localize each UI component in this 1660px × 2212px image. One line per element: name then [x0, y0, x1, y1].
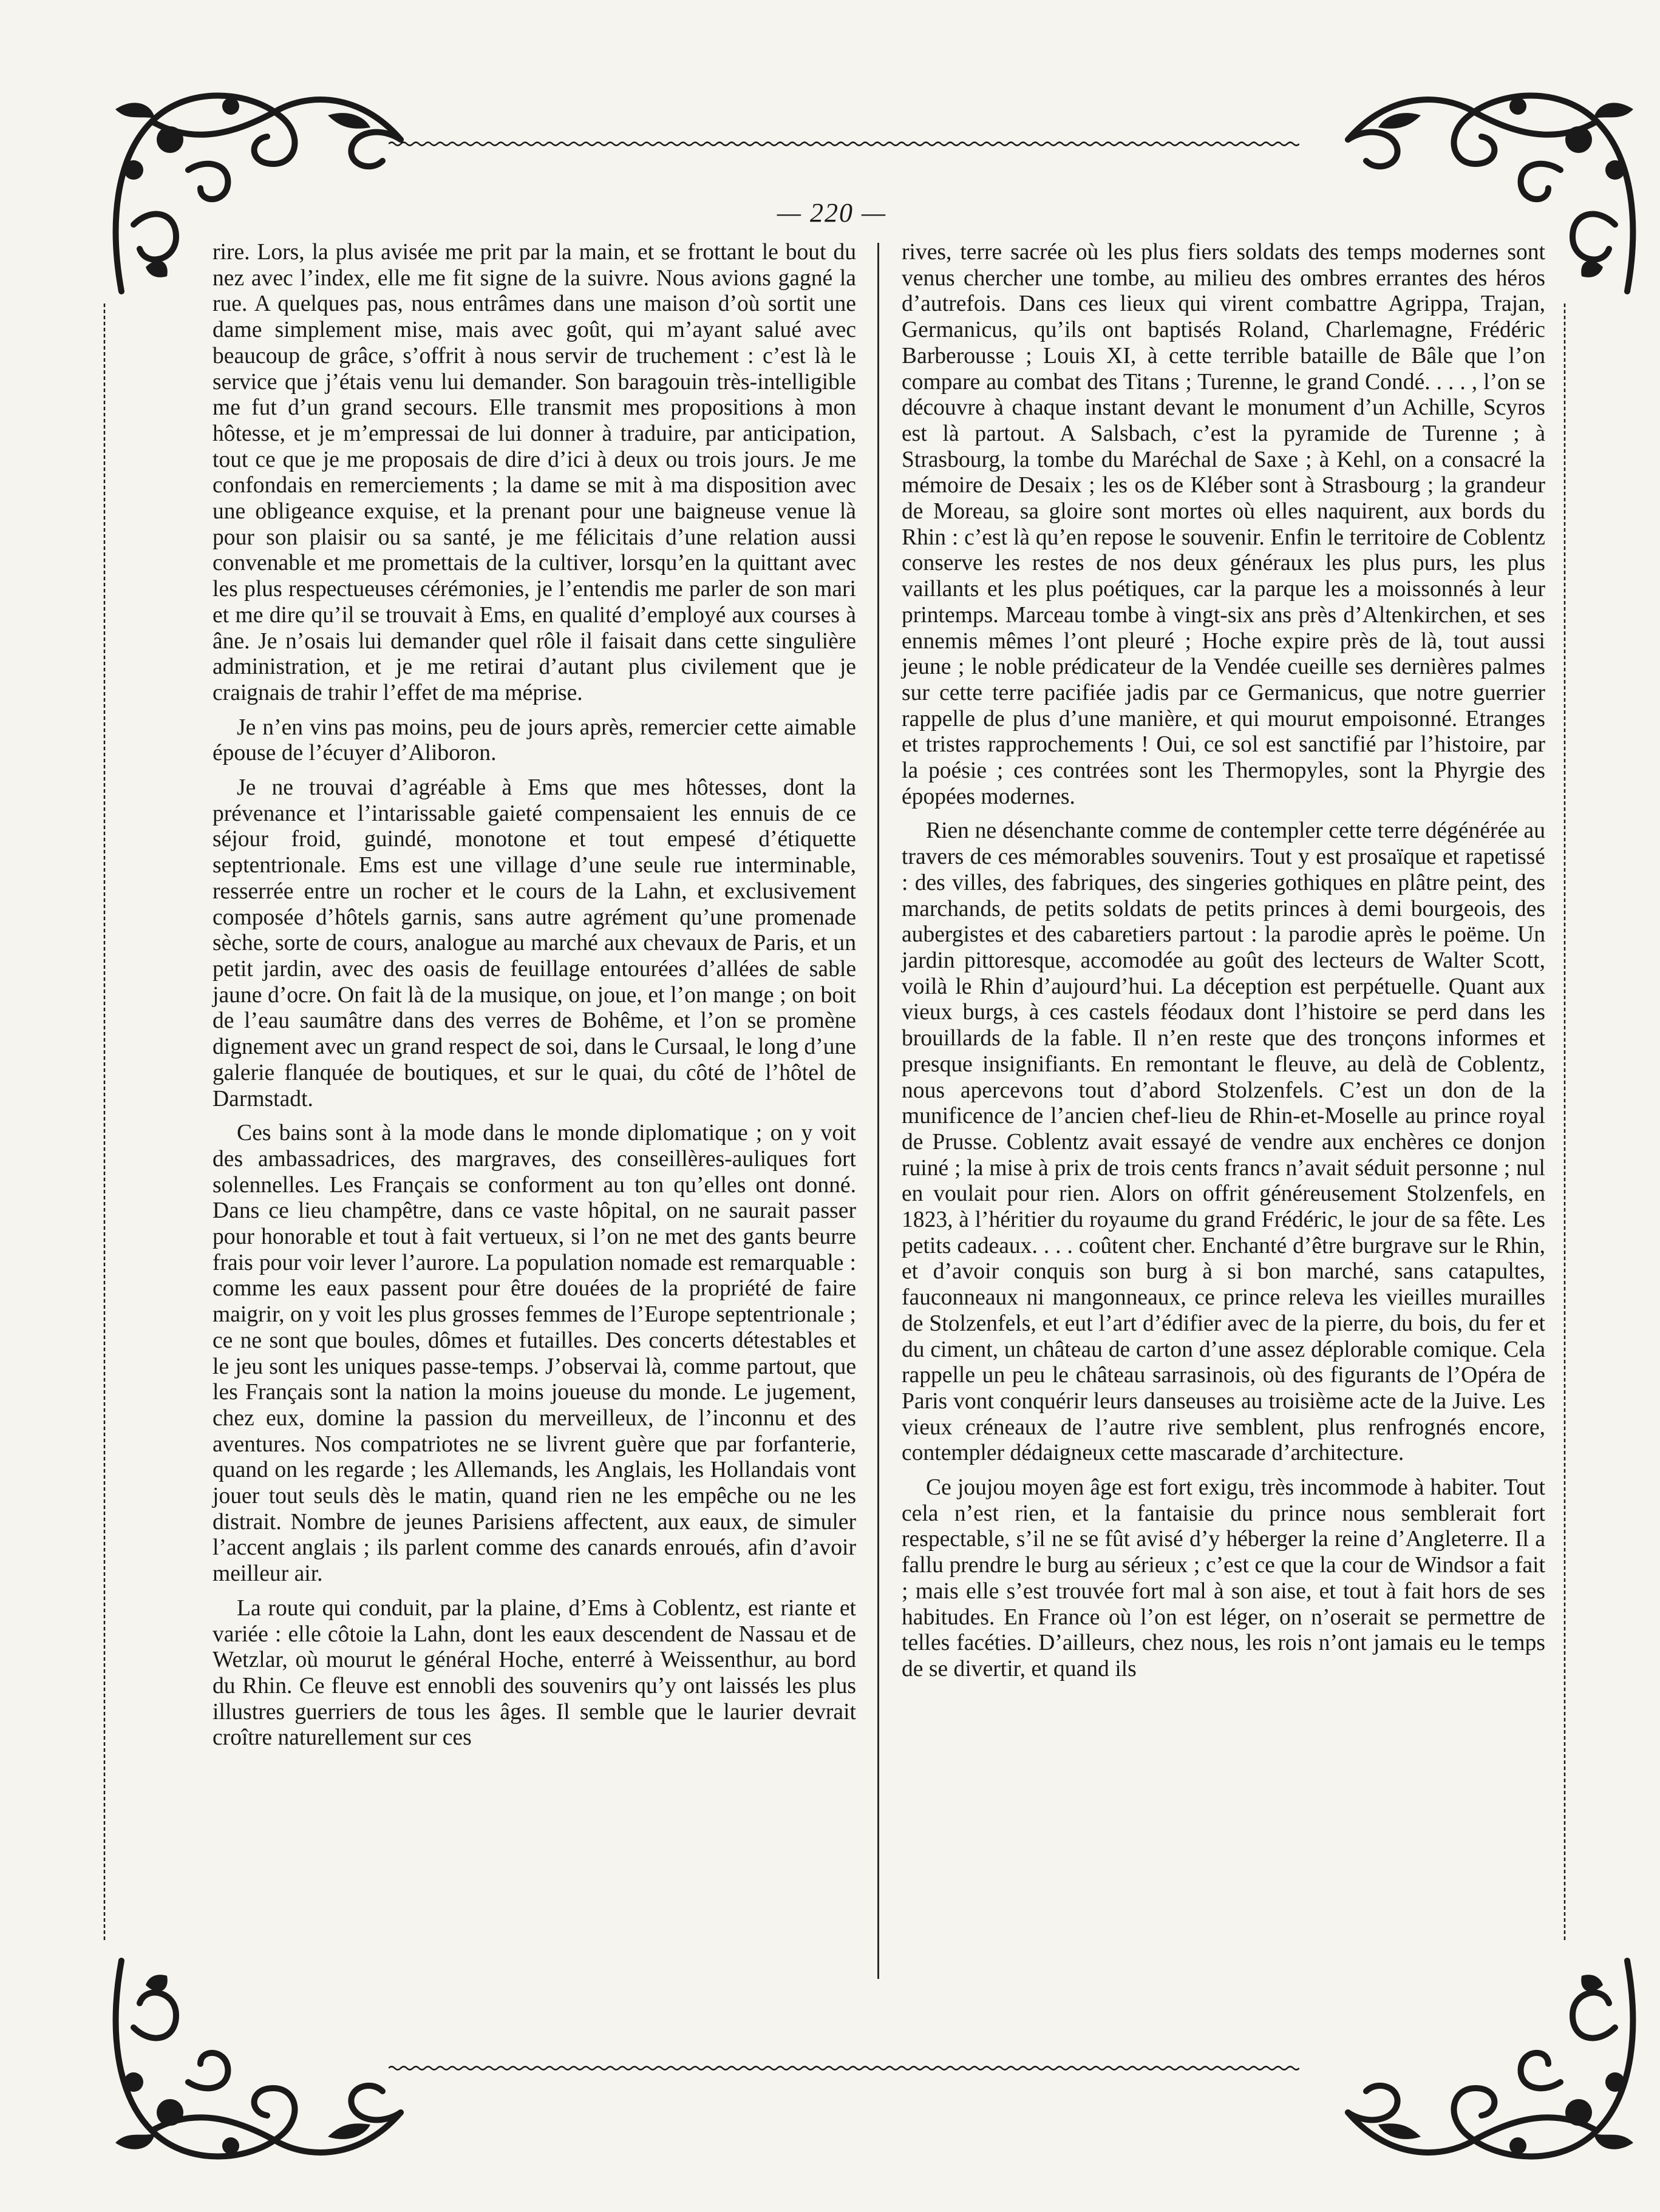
paragraph: Je ne trouvai d’agréable à Ems que mes hôtesses, dont la prévenance et l’intarissable gaieté compensaient les ennuis de ce séjour froid, guindé, monotone et tout empesé d’étiquette septentrionale. Ems est une village d’une seule rue interminable, resserrée entre un rocher et le cours de la Lahn, et exclusivement composée d’hôtels garnis, sans autre agrément qu’une promenade sèche, sorte de cours, analogue au marché aux chevaux de Paris, et un petit jardin, avec des oasis de feuillage entourées d’allées de sable jaune d’ocre. On fait là de la musique, on joue, et l’on mange ; on boit de l’eau saumâtre dans des verres de Bohême, et l’on se promène dignement avec un grand respect de soi, dans le Cursaal, le long d’une galerie flanquée de boutiques, et sur le quai, du côté de l’hôtel de Darmstadt.	[213, 775, 856, 1111]
text-column-left	[213, 240, 856, 1760]
paragraph: Je n’en vins pas moins, peu de jours après, remercier cette aimable épouse de l’écuyer d’Aliboron.	[213, 714, 856, 766]
border-rule-right	[1560, 304, 1569, 1942]
ornament-corner-bottom-left-icon	[97, 1949, 413, 2179]
border-rule-top	[389, 140, 1299, 148]
border-rule-bottom	[389, 2064, 1299, 2072]
paragraph: La route qui conduit, par la plaine, d’Ems à Coblentz, est riante et variée : elle côtoie la Lahn, dont les eaux descendent de Nassau et de Wetzlar, où mourut le général Hoche, enterré à Weissenthur, au bord du Rhin. Ce fleuve est ennobli des souvenirs qu’y ont laissés les plus illustres guerriers de tous les âges. Il semble que le laurier devrait croître naturellement sur ces	[213, 1595, 856, 1751]
paragraph: Ce joujou moyen âge est fort exigu, très incommode à habiter. Tout cela n’est rien, et la fantaisie du prince nous semblerait fort respectable, s’il ne se fût avisé d’y héberger la reine d’Angleterre. Il a fallu prendre le burg au sérieux ; c’est ce que la cour de Windsor a fait ; mais elle s’est trouvée fort mal à son aise, et tout à fait hors de ses habitudes. En France où l’on est léger, on n’oserait se permettre de telles facéties. D’ailleurs, chez nous, les rois n’ont jamais eu le temps de se divertir, et quand ils	[902, 1475, 1545, 1681]
paragraph: Ces bains sont à la mode dans le monde diplomatique ; on y voit des ambassadrices, des margraves, des conseillères-auliques fort solennelles. Les Français se conforment au ton qu’elles ont donné. Dans ce lieu champêtre, dans ce vaste hôpital, on ne saurait passer pour honorable et tout à fait vertueux, si l’on ne met des gants beurre frais pour voir lever l’aurore. La population nomade est remarquable : comme les eaux passent pour être douées de la propriété de faire maigrir, on y voit les plus grosses femmes de l’Europe septentrionale ; ce ne sont que boules, dômes et futailles. Des concerts détestables et le jeu sont les uniques passe-temps. J’observai là, comme partout, que les Français sont la nation la moins joueuse du monde. Le jugement, chez eux, domine la passion du merveilleux, de l’inconnu et des aventures. Nos compatriotes ne se livrent guère que par forfanterie, quand on les regarde ; les Allemands, les Anglais, les Hollandais vont jouer tout seuls dès le matin, quand rien ne les empêche ou ne les distrait. Nombre de jeunes Parisiens affectent, aux eaux, de simuler l’accent anglais ; ils parlent comme des canards enroués, afin d’avoir meilleur air.	[213, 1121, 856, 1587]
column-divider	[877, 243, 879, 1979]
paragraph: Rien ne désenchante comme de contempler cette terre dégénérée au travers de ces mémorables souvenirs. Tout y est prosaïque et rapetissé : des villes, des fabriques, des singeries gothiques en plâtre peint, des marchands, de petits soldats de petits princes à demi bourgeois, des aubergistes et des cabaretiers partout : la parodie après le poëme. Un jardin pittoresque, accomodée au goût des lecteurs de Walter Scott, voilà le Rhin d’aujourd’hui. La déception est perpétuelle. Quant aux vieux burgs, à ces castels féodaux dont l’histoire se perd dans les brouillards de la fable. Il n’en reste que des tronçons informes et presque insignifiants. En remontant le fleuve, au delà de Coblentz, nous apercevons tout d’abord Stolzenfels. C’est un don de la munificence de l’ancien chef-lieu de Rhin-et-Moselle au prince royal de Prusse. Coblentz avait essayé de vendre aux enchères ce donjon ruiné ; la mise à prix de trois cents francs n’avait séduit personne ; nul en voulait pour rien. Alors on offrit généreusement Stolzenfels, en 1823, à l’héritier du royaume du grand Frédéric, le jour de sa fête. Les petits cadeaux. . . . coûtent cher. Enchanté d’être burgrave sur le Rhin, et d’avoir conquis son burg à si bon marché, sans catapultes, fauconneaux ni mangonneaux, ce prince releva les vieilles murailles de Stolzenfels, et eut l’art d’édifier avec de la pierre, du bois, du fer et du ciment, un château de carton d’une assez déplorable comique. Cela rappelle un peu le château sarrasinois, où des figurants de l’Opéra de Paris vont conquérir leurs danseuses au troisième acte de la Juive. Les vieux créneaux de l’autre rive semblent, plus renfrognés encore, contempler dédaigneux cette mascarade d’architecture.	[902, 818, 1545, 1466]
paragraph: rives, terre sacrée où les plus fiers soldats des temps modernes sont venus chercher une tombe, au milieu des ombres errantes des héros d’autrefois. Dans ces lieux qui virent combattre Agrippa, Trajan, Germanicus, qu’ils ont baptisés Roland, Charlemagne, Frédéric Barberousse ; Louis XI, à cette terrible bataille de Bâle que l’on compare au combat des Titans ; Turenne, le grand Condé. . . . , l’on se découvre à chaque instant devant le monument d’un Achille, Scyros est là partout. A Salsbach, c’est la pyramide de Turenne ; à Strasbourg, la tombe du Maréchal de Saxe ; à Kehl, on a consacré la mémoire de Desaix ; les os de Kléber sont à Strasbourg ; la grandeur de Moreau, sa gloire sont mortes où elles naquirent, aux bords du Rhin : c’est là qu’en repose le souvenir. Enfin le territoire de Coblentz conserve les restes de nos deux généraux les plus purs, les plus vaillants et les plus poétiques, car la parque les a moissonnés à leur printemps. Marceau tombe à vingt-six ans près d’Altenkirchen, et ses ennemis mêmes l’ont pleuré ; Hoche expire près de là, tout aussi jeune ; le noble prédicateur de la Vendée cueille ses dernières palmes sur cette terre pacifiée jadis par ce Germanicus, que notre guerrier rappelle de plus d’une manière, et qui mourut empoisonné. Etranges et tristes rapprochements ! Oui, ce sol est sanctifié par l’histoire, par la poésie ; ces contrées sont les Thermopyles, sont la Phyrgie des épopées modernes.	[902, 240, 1545, 809]
ornament-corner-bottom-right-icon	[1336, 1949, 1651, 2179]
text-column-right	[902, 240, 1545, 1691]
border-rule-left	[100, 304, 109, 1942]
page-number: — 220 —	[777, 198, 887, 228]
paragraph: rire. Lors, la plus avisée me prit par la main, et se frottant le bout du nez avec l’index, elle me fit signe de la suivre. Nous avions gagné la rue. A quelques pas, nous entrâmes dans une maison d’où sortit une dame simplement mise, mais avec goût, qui m’ayant salué avec beaucoup de grâce, s’offrit à nous servir de truchement : c’est là le service que j’étais venu lui demander. Son baragouin très-intelligible me fut d’un grand secours. Elle transmit mes propositions à mon hôtesse, et je m’empressai de lui donner à traduire, par anticipation, tout ce que je me proposais de dire d’ici à deux ou trois jours. Je me confondais en remerciements ; la dame se mit à ma disposition avec une obligeance exquise, et la prenant pour une baigneuse venue là pour son plaisir ou sa santé, je me félicitais d’une relation aussi convenable et me promettais de la cultiver, lorsqu’en la quittant avec les plus respectueuses cérémonies, je l’entendis me parler de son mari et me dire qu’il se trouvait à Ems, en qualité d’employé aux courses à âne. Je n’osais lui demander quel rôle il faisait dans cette singulière administration, et je me retirai d’autant plus civilement que je craignais de trahir l’effet de ma méprise.	[213, 240, 856, 705]
